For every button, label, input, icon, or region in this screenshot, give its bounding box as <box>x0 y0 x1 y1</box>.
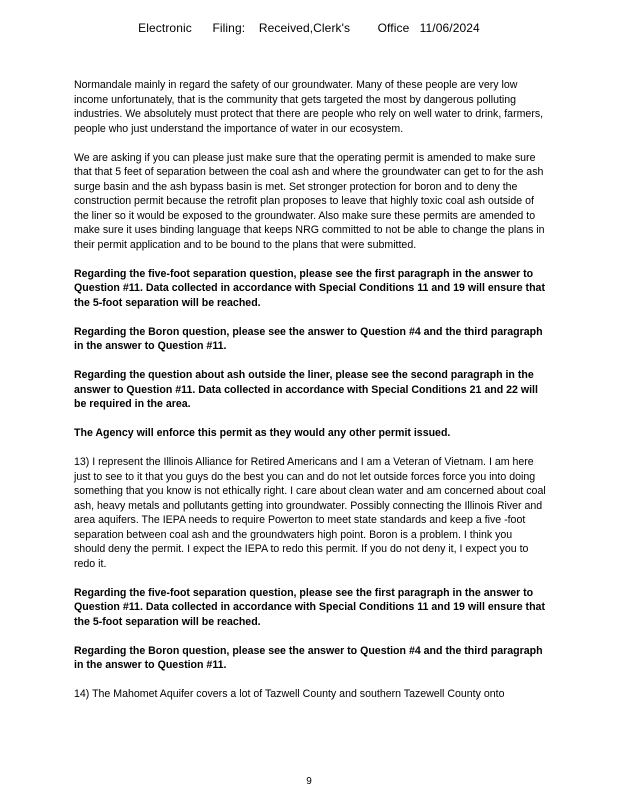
comment-14: 14) The Mahomet Aquifer covers a lot of Tazwell County and southern Tazewell County onto <box>74 688 505 700</box>
response-five-foot-separation-2: Regarding the five-foot separation question, please see the first paragraph in the answer to Question #11. Data collected in accordance with Special Conditions 11 and 19 will ensure that the 5-foot separation will be reached. <box>74 586 545 628</box>
response-ash-outside-liner: Regarding the question about ash outside the liner, please see the second paragraph in the answer to Question #11. Data collected in accordance with Special Conditions 21 and 22 will be required in the area. <box>74 369 538 410</box>
document-body <box>74 78 546 716</box>
page-number: 9 <box>306 776 312 787</box>
comment-13: 13) I represent the Illinois Alliance for Retired Americans and I am a Veteran of Vietnam. I am here just to see to it that you guys do the best you can and do not let outside forces force you into doing something that you know is not ethically right. I care about clean water and am concerned about coal ash, heavy metals and pollutants getting into groundwater. Possibly connecting the Illinois River and area aquifers. The IEPA needs to require Powerton to meet state standards and keep a five -foot separation between coal ash and the groundwaters high point. Boron is a problem. I think you should deny the permit. I expect the IEPA to redo this permit. If you do not deny it, I expect you to redo it. <box>74 456 546 570</box>
response-enforcement: The Agency will enforce this permit as they would any other permit issued. <box>74 427 451 439</box>
response-boron: Regarding the Boron question, please see the answer to Question #4 and the third paragraph in the answer to Question #11. <box>74 325 543 352</box>
filing-stamp-header: Electronic Filing: Received,Clerk's Office 11/06/2024 <box>138 21 480 35</box>
response-five-foot-separation: Regarding the five-foot separation question, please see the first paragraph in the answer to Question #11. Data collected in accordance with Special Conditions 11 and 19 will ensure that the 5-foot separation will be reached. <box>74 267 545 309</box>
paragraph-groundwater-safety: Normandale mainly in regard the safety of our groundwater. Many of these people are very low income unfortunately, that is the community that gets targeted the most by dangerous polluting industries. We absolutely must protect that there are people who rely on well water to drink, farmers, people who just understand the importance of water in our ecosystem. <box>74 79 544 135</box>
response-boron-2: Regarding the Boron question, please see the answer to Question #4 and the third paragraph in the answer to Question #11. <box>74 644 543 671</box>
paragraph-permit-request: We are asking if you can please just make sure that the operating permit is amended to make sure that that 5 feet of separation between the coal ash and where the groundwater can get to for the ash surge basin and the ash bypass basin is met. Set stronger protection for boron and to deny the construction permit because the retrofit plan proposes to leave that highly toxic coal ash outside of the liner so it would be exposed to the groundwater. Also make sure these permits are amended to make sure it uses binding language that keeps NRG committed to not be able to change the plans in their permit application and to be bound to the plans that were submitted. <box>74 151 545 251</box>
